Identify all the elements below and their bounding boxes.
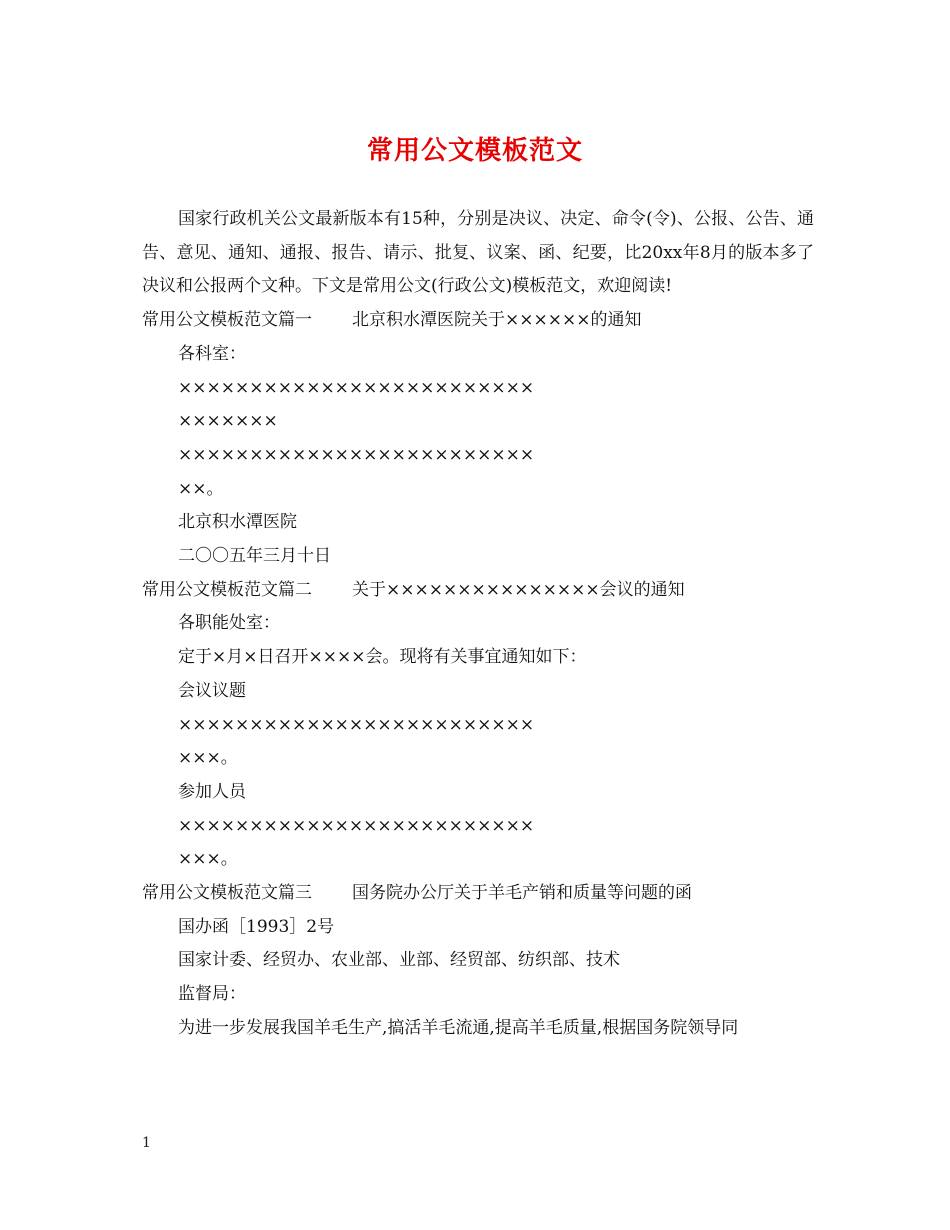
- section-line: ×××××××××××××××××××××××××: [178, 714, 535, 735]
- section-line: 为进一步发展我国羊毛生产,搞活羊毛流通,提高羊毛质量,根据国务院领导同: [178, 1017, 739, 1038]
- section-line: 各职能处室：: [178, 613, 280, 634]
- section-line: ×××。: [178, 748, 238, 769]
- document-number: 国办函［1993］2号: [178, 916, 335, 937]
- section-heading: 常用公文模板范文篇一: [142, 310, 312, 331]
- section-line: 监督局：: [178, 984, 246, 1005]
- section-line: ××。: [178, 478, 224, 499]
- section-line: 会议议题: [178, 680, 246, 701]
- page-number: 1: [142, 1135, 151, 1151]
- section-subject: 国务院办公厅关于羊毛产销和质量等问题的函: [352, 883, 692, 904]
- section-subject: 北京积水潭医院关于××××××的通知: [352, 310, 642, 331]
- section-line: 国家计委、经贸办、农业部、业部、经贸部、纺织部、技术: [178, 950, 620, 971]
- section-subject: 关于×××××××××××××××会议的通知: [352, 579, 685, 600]
- document-title: 常用公文模板范文: [366, 136, 583, 166]
- document-body: [142, 203, 814, 1046]
- section-heading-line: [142, 877, 814, 911]
- section-line: 各科室：: [178, 343, 246, 364]
- section-heading-line: [142, 574, 814, 608]
- section-line: ×××××××: [178, 411, 278, 432]
- intro-paragraph: 国家行政机关公文最新版本有15种，分别是决议、决定、命令(令)、公报、公告、通告、意见、通知、通报、报告、请示、批复、议案、函、纪要，比20xx年8月的版本多了决议和公报两个文种。下文是常用公文(行政公文)模板范文，欢迎阅读!: [142, 209, 814, 297]
- section-heading: 常用公文模板范文篇二: [142, 579, 312, 600]
- section-heading-line: [142, 304, 814, 338]
- signature-date: 二〇〇五年三月十日: [178, 546, 331, 567]
- section-line: ×××××××××××××××××××××××××: [178, 444, 535, 465]
- section-line: ×××××××××××××××××××××××××: [178, 377, 535, 398]
- section-line: 参加人员: [178, 781, 246, 802]
- section-line: 定于×月×日召开××××会。现将有关事宜通知如下：: [178, 647, 587, 668]
- section-heading: 常用公文模板范文篇三: [142, 883, 312, 904]
- signature-organization: 北京积水潭医院: [178, 512, 297, 533]
- section-line: ×××××××××××××××××××××××××: [178, 815, 535, 836]
- section-line: ×××。: [178, 849, 238, 870]
